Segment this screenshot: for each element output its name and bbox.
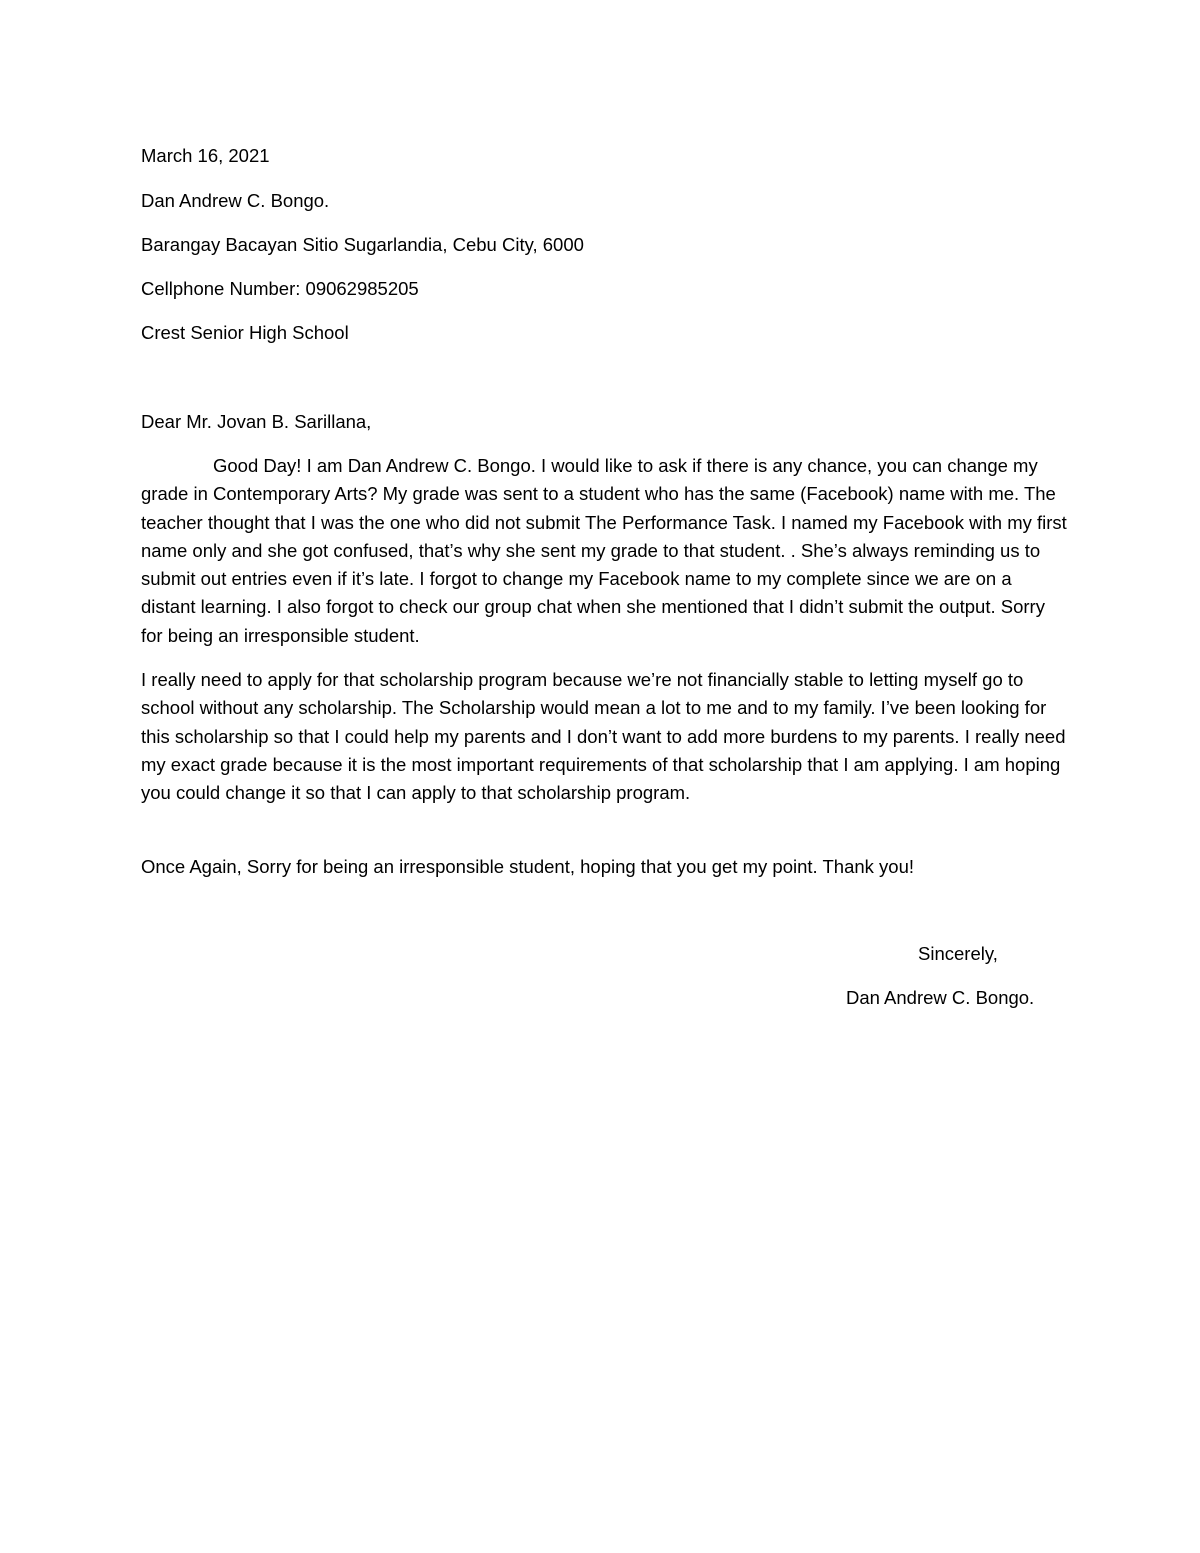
closing: Sincerely, (918, 943, 998, 964)
body-paragraph-3: Once Again, Sorry for being an irresponsible student, hoping that you get my point. Thank you! (141, 856, 915, 877)
signature: Dan Andrew C. Bongo. (846, 987, 1035, 1008)
sender-name: Dan Andrew C. Bongo. (141, 190, 330, 211)
sender-phone: Cellphone Number: 09062985205 (141, 278, 419, 299)
sender-school: Crest Senior High School (141, 322, 349, 343)
sender-address: Barangay Bacayan Sitio Sugarlandia, Cebu City, 6000 (141, 234, 584, 255)
salutation: Dear Mr. Jovan B. Sarillana, (141, 411, 372, 432)
letter-date: March 16, 2021 (141, 145, 270, 166)
body-paragraph-1: Good Day! I am Dan Andrew C. Bongo. I would like to ask if there is any chance, you can change my grade in Contemporary Arts? My grade was sent to a student who has the same (Facebook) name with me. The teacher thought that I was the one who did not submit The Performance Task. I named my Facebook with my first name only and she got confused, that’s why she sent my grade to that student. . She’s always reminding us to submit out entries even if it’s late. I forgot to change my Facebook name to my complete since we are on a distant learning. I also forgot to check our group chat when she mentioned that I didn’t submit the output. Sorry for being an irresponsible student. (141, 455, 1067, 646)
body-paragraph-2: I really need to apply for that scholarship program because we’re not financially stable to letting myself go to school without any scholarship. The Scholarship would mean a lot to me and to my family. I’ve been looking for this scholarship so that I could help my parents and I don’t want to add more burdens to my parents. I really need my exact grade because it is the most important requirements of that scholarship that I am applying. I am hoping you could change it so that I can apply to that scholarship program. (141, 669, 1066, 804)
